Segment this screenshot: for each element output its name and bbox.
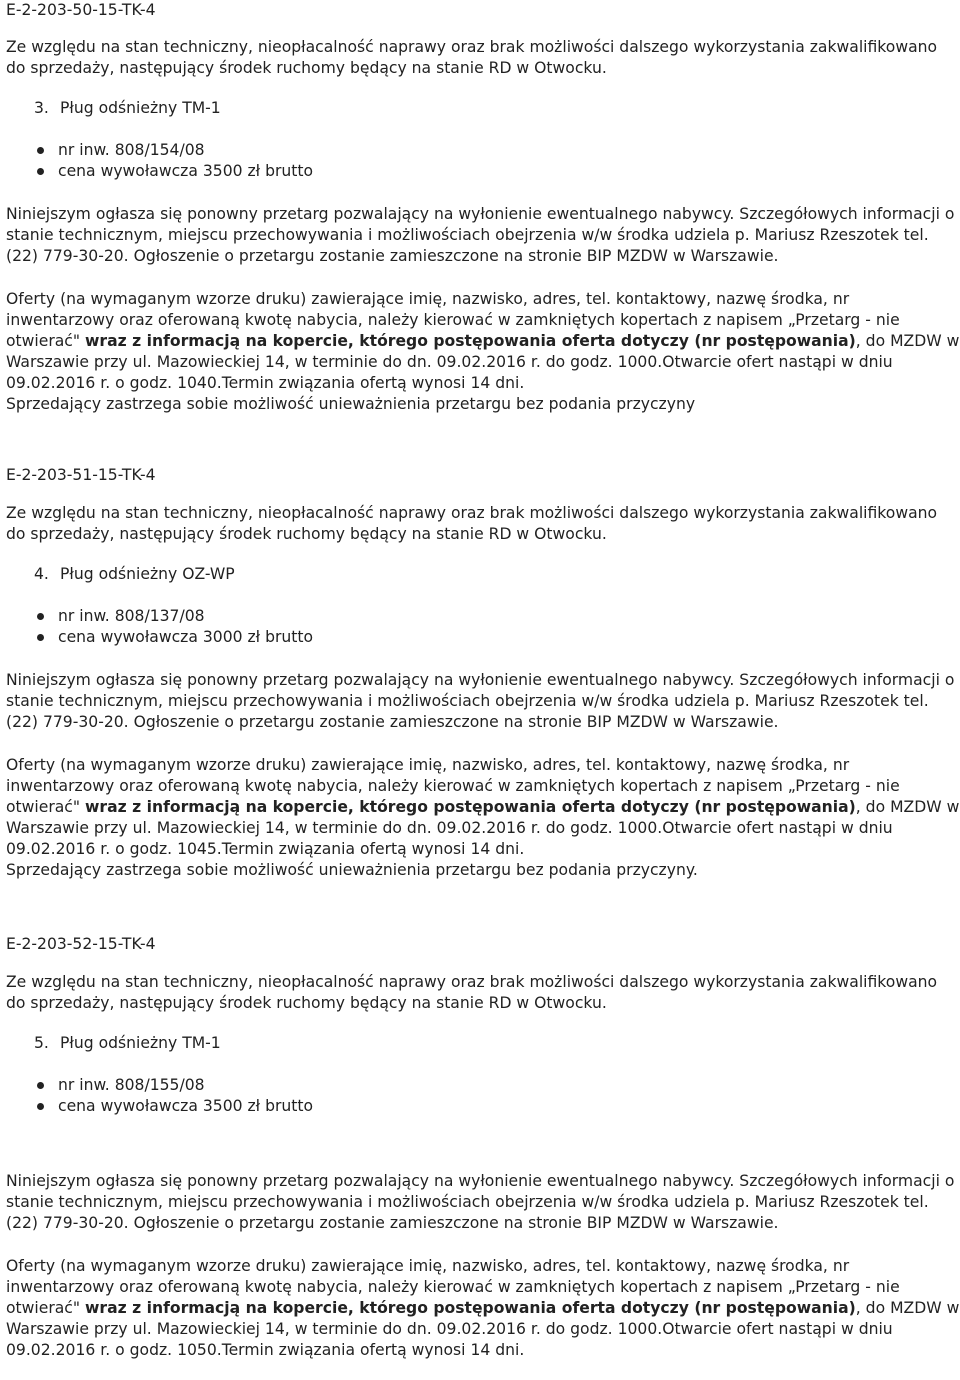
item-name: Pług odśnieżny TM-1 xyxy=(60,99,221,117)
offers-text: Oferty (na wymaganym wzorze druku) zawierające imię, nazwisko, adres, tel. kontaktowy, nazwę środka, nr inwentarzowy oraz oferowaną kwotę nabycia, należy kierować w zamkniętych kopertach z napisem „Przetarg - nie otwierać" xyxy=(6,290,900,350)
item-number: 3. xyxy=(34,99,49,117)
item-title xyxy=(34,564,960,585)
offers-paragraph xyxy=(6,755,960,860)
item-title xyxy=(34,98,960,119)
offers-text: Oferty (na wymaganym wzorze druku) zawierające imię, nazwisko, adres, tel. kontaktowy, nazwę środka, nr inwentarzowy oraz oferowaną kwotę nabycia, należy kierować w zamkniętych kopertach z napisem „Przetarg - nie otwierać" xyxy=(6,1257,900,1317)
offers-text-end: , do MZDW w Warszawie przy ul. Mazowieckiej 14, w terminie do dn. 09.02.2016 r. do godz. 1000.Otwarcie ofert nastąpi w dniu 09.02.2016 r. o godz. 1050.Termin związania ofertą wynosi 14 dni. xyxy=(6,1299,960,1359)
offers-text: Oferty (na wymaganym wzorze druku) zawierające imię, nazwisko, adres, tel. kontaktowy, nazwę środka, nr inwentarzowy oraz oferowaną kwotę nabycia, należy kierować w zamkniętych kopertach z napisem „Przetarg - nie otwierać" xyxy=(6,756,900,816)
intro-paragraph: Ze względu na stan techniczny, nieopłacalność naprawy oraz brak możliwości dalszego wykorzystania zakwalifikowano do sprzedaży, następujący środek ruchomy będący na stanie RD w Otwocku. xyxy=(6,504,938,543)
closing-paragraph: Sprzedający zastrzega sobie możliwość unieważnienia przetargu bez podania przyczyny xyxy=(6,395,696,413)
starting-price: cena wywoławcza 3500 zł brutto xyxy=(58,161,960,182)
offers-bold-text: wraz z informacją na kopercie, którego postępowania oferta dotyczy (nr postępowania) xyxy=(85,332,856,350)
auction-section xyxy=(6,465,960,881)
closing-paragraph: Sprzedający zastrzega sobie możliwość unieważnienia przetargu bez podania przyczyny. xyxy=(6,861,698,879)
intro-paragraph: Ze względu na stan techniczny, nieopłacalność naprawy oraz brak możliwości dalszego wykorzystania zakwalifikowano do sprzedaży, następujący środek ruchomy będący na stanie RD w Otwocku. xyxy=(6,38,938,77)
auction-section xyxy=(6,934,960,1361)
offers-bold-text: wraz z informacją na kopercie, którego postępowania oferta dotyczy (nr postępowania) xyxy=(85,798,856,816)
item-name: Pług odśnieżny OZ-WP xyxy=(60,565,235,583)
case-number: E-2-203-51-15-TK-4 xyxy=(6,466,156,484)
offers-bold-text: wraz z informacją na kopercie, którego postępowania oferta dotyczy (nr postępowania) xyxy=(85,1299,856,1317)
notice-paragraph: Niniejszym ogłasza się ponowny przetarg pozwalający na wyłonienie ewentualnego nabywcy. Szczegółowych informacji o stanie technicznym, miejscu przechowywania i możliwościach obejrzenia w/w środka udziela p. Mariusz Rzeszotek tel.(22) 779-30-20. Ogłoszenie o przetargu zostanie zamieszczone na stronie BIP MZDW w Warszawie. xyxy=(6,205,955,265)
case-number: E-2-203-50-15-TK-4 xyxy=(6,1,156,19)
starting-price: cena wywoławcza 3000 zł brutto xyxy=(58,627,960,648)
item-title xyxy=(34,1033,960,1054)
item-details-list xyxy=(6,140,960,182)
item-details-list xyxy=(6,606,960,648)
starting-price: cena wywoławcza 3500 zł brutto xyxy=(58,1096,960,1117)
offers-paragraph xyxy=(6,289,960,394)
offers-text-end: , do MZDW w Warszawie przy ul. Mazowieckiej 14, w terminie do dn. 09.02.2016 r. do godz. 1000.Otwarcie ofert nastąpi w dniu 09.02.2016 r. o godz. 1040.Termin związania ofertą wynosi 14 dni. xyxy=(6,332,960,392)
item-number: 5. xyxy=(34,1034,49,1052)
notice-paragraph: Niniejszym ogłasza się ponowny przetarg pozwalający na wyłonienie ewentualnego nabywcy. Szczegółowych informacji o stanie technicznym, miejscu przechowywania i możliwościach obejrzenia w/w środka udziela p. Mariusz Rzeszotek tel.(22) 779-30-20. Ogłoszenie o przetargu zostanie zamieszczone na stronie BIP MZDW w Warszawie. xyxy=(6,671,955,731)
auction-section xyxy=(6,0,960,415)
inventory-number: nr inw. 808/154/08 xyxy=(58,140,960,161)
item-name: Pług odśnieżny TM-1 xyxy=(60,1034,221,1052)
notice-paragraph: Niniejszym ogłasza się ponowny przetarg pozwalający na wyłonienie ewentualnego nabywcy. Szczegółowych informacji o stanie technicznym, miejscu przechowywania i możliwościach obejrzenia w/w środka udziela p. Mariusz Rzeszotek tel.(22) 779-30-20. Ogłoszenie o przetargu zostanie zamieszczone na stronie BIP MZDW w Warszawie. xyxy=(6,1172,955,1232)
item-number: 4. xyxy=(34,565,49,583)
offers-paragraph xyxy=(6,1256,960,1361)
inventory-number: nr inw. 808/137/08 xyxy=(58,606,960,627)
item-details-list xyxy=(6,1075,960,1117)
case-number: E-2-203-52-15-TK-4 xyxy=(6,935,156,953)
offers-text-end: , do MZDW w Warszawie przy ul. Mazowieckiej 14, w terminie do dn. 09.02.2016 r. do godz. 1000.Otwarcie ofert nastąpi w dniu 09.02.2016 r. o godz. 1045.Termin związania ofertą wynosi 14 dni. xyxy=(6,798,960,858)
inventory-number: nr inw. 808/155/08 xyxy=(58,1075,960,1096)
intro-paragraph: Ze względu na stan techniczny, nieopłacalność naprawy oraz brak możliwości dalszego wykorzystania zakwalifikowano do sprzedaży, następujący środek ruchomy będący na stanie RD w Otwocku. xyxy=(6,973,938,1012)
